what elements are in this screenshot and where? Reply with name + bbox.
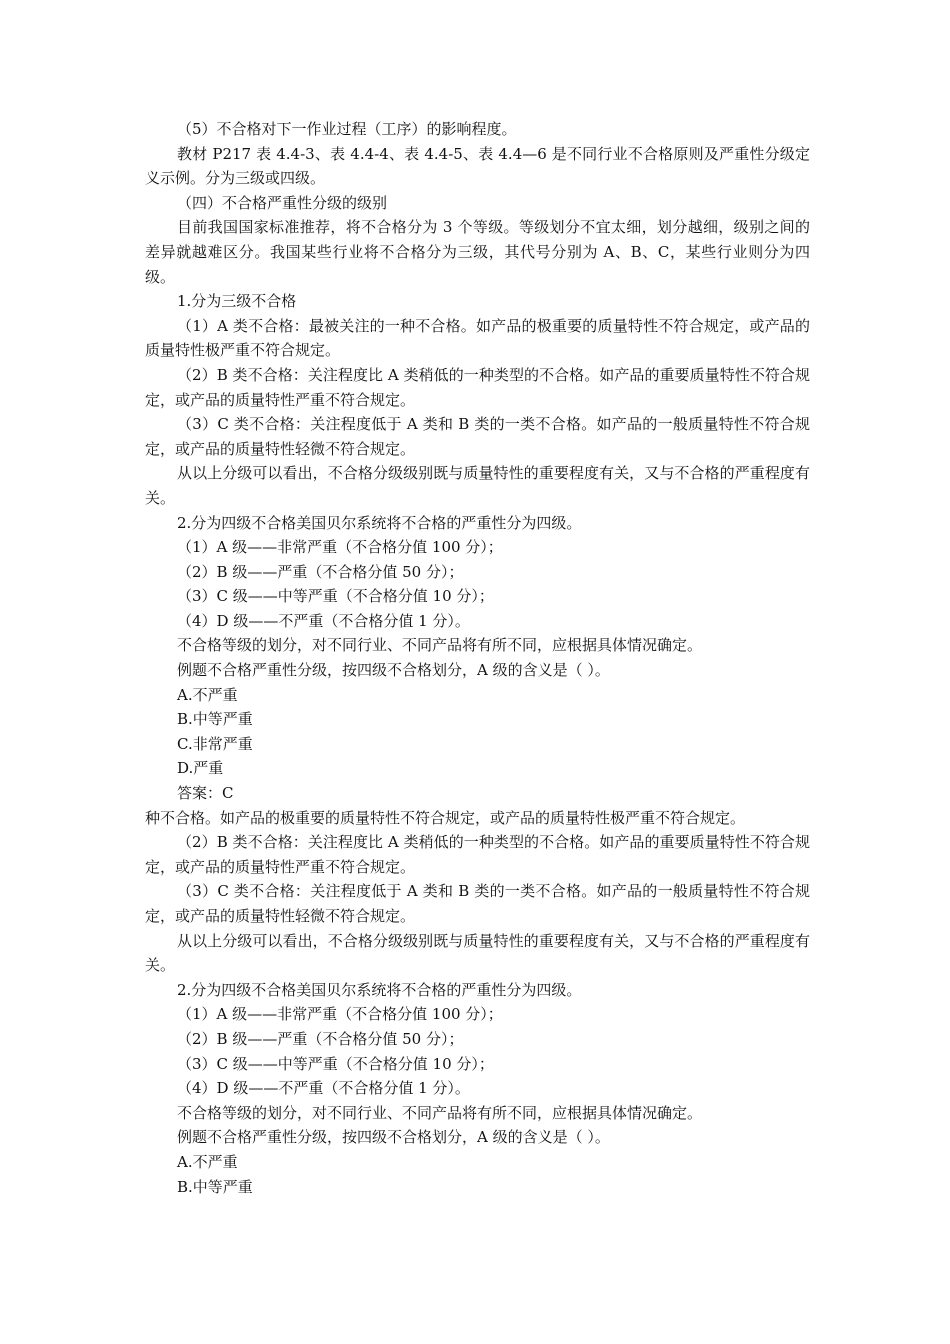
question: 例题不合格严重性分级，按四级不合格划分，A 级的含义是（ ）。 [177, 1128, 610, 1147]
list-item: （4）D 级——不严重（不合格分值 1 分）。 [177, 1079, 470, 1098]
option: A.不严重 [177, 1152, 238, 1171]
list-item: （2）B 类不合格：关注程度比 A 类稍低的一种类型的不合格。如产品的重要质量特性不符合规定，或产品的质量特性严重不符合规定。 [145, 833, 810, 876]
list-item: （2）B 类不合格：关注程度比 A 类稍低的一种类型的不合格。如产品的重要质量特性不符合规定，或产品的质量特性严重不符合规定。 [145, 365, 810, 409]
section-heading: （四）不合格严重性分级的级别 [177, 193, 388, 212]
list-item: （3）C 类不合格：关注程度低于 A 类和 B 类的一类不合格。如产品的一般质量特性不符合规定，或产品的质量特性轻微不符合规定。 [145, 415, 810, 458]
paragraph: 目前我国国家标准推荐，将不合格分为 3 个等级。等级划分不宜太细，划分越细，级别之间的差异就越难区分。我国某些行业将不合格分为三级，其代号分别为 A、B、C，某些行业则分为四级。 [145, 218, 810, 286]
option: B.中等严重 [177, 710, 253, 729]
list-item: （3）C 级——中等严重（不合格分值 10 分）； [177, 1054, 494, 1073]
paragraph: 教材 P217 表 4.4-3、表 4.4-4、表 4.4-5、表 4.4—6 是不同行业不合格原则及严重性分级定义示例。分为三级或四级。 [145, 144, 810, 188]
option: C.非常严重 [177, 734, 253, 753]
paragraph: （5）不合格对下一作业过程（工序）的影响程度。 [177, 120, 517, 138]
list-item: （1）A 级——非常严重（不合格分值 100 分）； [177, 538, 503, 557]
paragraph: 不合格等级的划分，对不同行业、不同产品将有所不同，应根据具体情况确定。 [177, 636, 703, 655]
option: D.严重 [177, 759, 224, 778]
subsection-heading: 2.分为四级不合格美国贝尔系统将不合格的严重性分为四级。 [177, 980, 582, 999]
subsection-heading: 2.分为四级不合格美国贝尔系统将不合格的严重性分为四级。 [177, 513, 582, 532]
subsection-heading: 1.分为三级不合格 [177, 292, 297, 311]
paragraph: 不合格等级的划分，对不同行业、不同产品将有所不同，应根据具体情况确定。 [177, 1103, 703, 1122]
option: B.中等严重 [177, 1177, 253, 1196]
list-item: （3）C 级——中等严重（不合格分值 10 分）； [177, 587, 494, 606]
option: A.不严重 [177, 685, 238, 704]
paragraph: 从以上分级可以看出，不合格分级级别既与质量特性的重要程度有关，又与不合格的严重程度有关。 [145, 931, 810, 975]
list-item: （3）C 类不合格：关注程度低于 A 类和 B 类的一类不合格。如产品的一般质量特性不符合规定，或产品的质量特性轻微不符合规定。 [145, 882, 810, 925]
paragraph: 种不合格。如产品的极重要的质量特性不符合规定，或产品的质量特性极严重不符合规定。 [145, 808, 746, 827]
list-item: （4）D 级——不严重（不合格分值 1 分）。 [177, 611, 470, 630]
question: 例题不合格严重性分级，按四级不合格划分，A 级的含义是（ ）。 [177, 661, 610, 680]
answer: 答案：C [177, 784, 234, 803]
document-body [145, 117, 810, 1199]
list-item: （2）B 级——严重（不合格分值 50 分）； [177, 562, 464, 581]
paragraph: 从以上分级可以看出，不合格分级级别既与质量特性的重要程度有关，又与不合格的严重程度有关。 [145, 464, 810, 507]
list-item: （1）A 级——非常严重（不合格分值 100 分）； [177, 1005, 503, 1024]
list-item: （2）B 级——严重（不合格分值 50 分）； [177, 1029, 464, 1048]
list-item: （1）A 类不合格：最被关注的一种不合格。如产品的极重要的质量特性不符合规定，或产品的质量特性极严重不符合规定。 [145, 316, 810, 360]
